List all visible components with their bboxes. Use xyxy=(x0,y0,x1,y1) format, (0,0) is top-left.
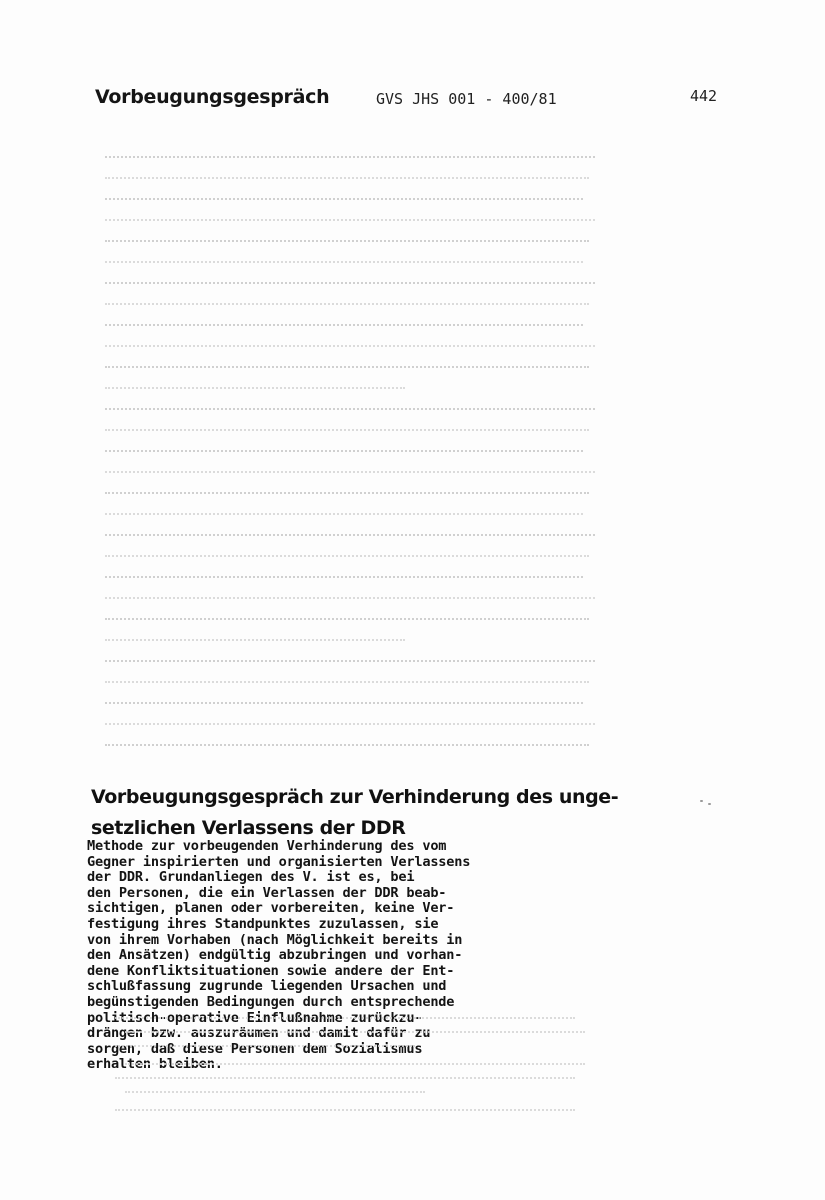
faded-text-line xyxy=(105,555,589,560)
entry-body-line: den Personen, die ein Verlassen der DDR beab- xyxy=(87,884,447,901)
faded-text-line xyxy=(105,618,589,623)
page-number: 442 xyxy=(690,87,718,105)
faded-text-line xyxy=(105,723,595,728)
faded-text-line xyxy=(125,1031,585,1036)
faded-text-line xyxy=(105,744,589,749)
faded-text-line xyxy=(105,702,583,707)
entry-body-line: schlußfassung zugrunde liegenden Ursachen und xyxy=(87,978,447,995)
faded-text-line xyxy=(125,1063,585,1068)
faded-text-line xyxy=(105,303,589,308)
entry-title-line-1: Vorbeugungsgespräch zur Verhinderung des unge- xyxy=(91,786,619,808)
faded-text-line xyxy=(105,450,583,455)
entry-body-line: der DDR. Grundanliegen des V. ist es, bei xyxy=(87,869,415,886)
entry-body-line: erhalten bleiben. xyxy=(87,1056,223,1073)
faded-text-line xyxy=(105,261,583,266)
faded-text-line xyxy=(125,1091,425,1096)
faded-text-line xyxy=(105,681,589,686)
faded-text-line xyxy=(105,513,583,518)
faded-text-line xyxy=(105,492,589,497)
faded-text-line xyxy=(105,219,595,224)
faded-text-line xyxy=(105,366,589,371)
faded-text-line xyxy=(105,387,405,392)
faded-text-line xyxy=(105,156,595,161)
faded-text-line xyxy=(105,639,405,644)
entry-body-line: den Ansätzen) endgültig abzubringen und vorhan- xyxy=(87,947,463,964)
entry-body-line: von ihrem Vorhaben (nach Möglichkeit bereits in xyxy=(87,931,463,948)
faded-text-line xyxy=(105,660,595,665)
faded-text-line xyxy=(105,408,595,413)
entry-body-line: sichtigen, planen oder vorbereiten, keine Ver- xyxy=(87,900,455,917)
entry-body-line: sorgen, daß diese Personen dem Sozialismus xyxy=(87,1040,423,1057)
faded-bleedthrough-text-lower xyxy=(115,795,595,1125)
faded-text-line xyxy=(115,1109,575,1114)
entry-body-line: drängen bzw. auszuräumen und damit dafür zu xyxy=(87,1025,431,1042)
entry-title-line-2: setzlichen Verlassens der DDR xyxy=(91,817,406,839)
entry-body-line: begünstigenden Bedingungen durch entsprechende xyxy=(87,993,455,1010)
faded-text-line xyxy=(105,576,583,581)
faded-text-line xyxy=(105,324,583,329)
entry-body-line: dene Konfliktsituationen sowie andere der Ent- xyxy=(87,962,455,979)
header-title: Vorbeugungsgespräch xyxy=(95,86,330,108)
document-reference: GVS JHS 001 - 400/81 xyxy=(376,90,557,108)
faded-text-line xyxy=(105,177,589,182)
faded-text-line xyxy=(105,240,589,245)
faded-text-line xyxy=(105,282,595,287)
faded-text-line xyxy=(115,1045,415,1050)
entry-body-line: Gegner inspirierten und organisierten Verlassens xyxy=(87,853,471,870)
faded-text-line xyxy=(115,1077,575,1082)
entry-body-line: politisch-operative Einflußnahme zurückzu- xyxy=(87,1009,423,1026)
faded-text-line xyxy=(105,345,595,350)
faded-bleedthrough-text xyxy=(105,148,605,760)
faded-text-line xyxy=(105,534,595,539)
scan-speck xyxy=(708,803,711,805)
faded-text-line xyxy=(105,471,595,476)
entry-body-line: Methode zur vorbeugenden Verhinderung des vom xyxy=(87,838,447,854)
faded-text-line xyxy=(105,429,589,434)
faded-text-line xyxy=(115,1017,575,1022)
faded-text-line xyxy=(105,597,595,602)
scan-speck xyxy=(700,800,703,802)
entry-body-line: festigung ihres Standpunktes zuzulassen, sie xyxy=(87,915,439,932)
faded-text-line xyxy=(105,198,583,203)
